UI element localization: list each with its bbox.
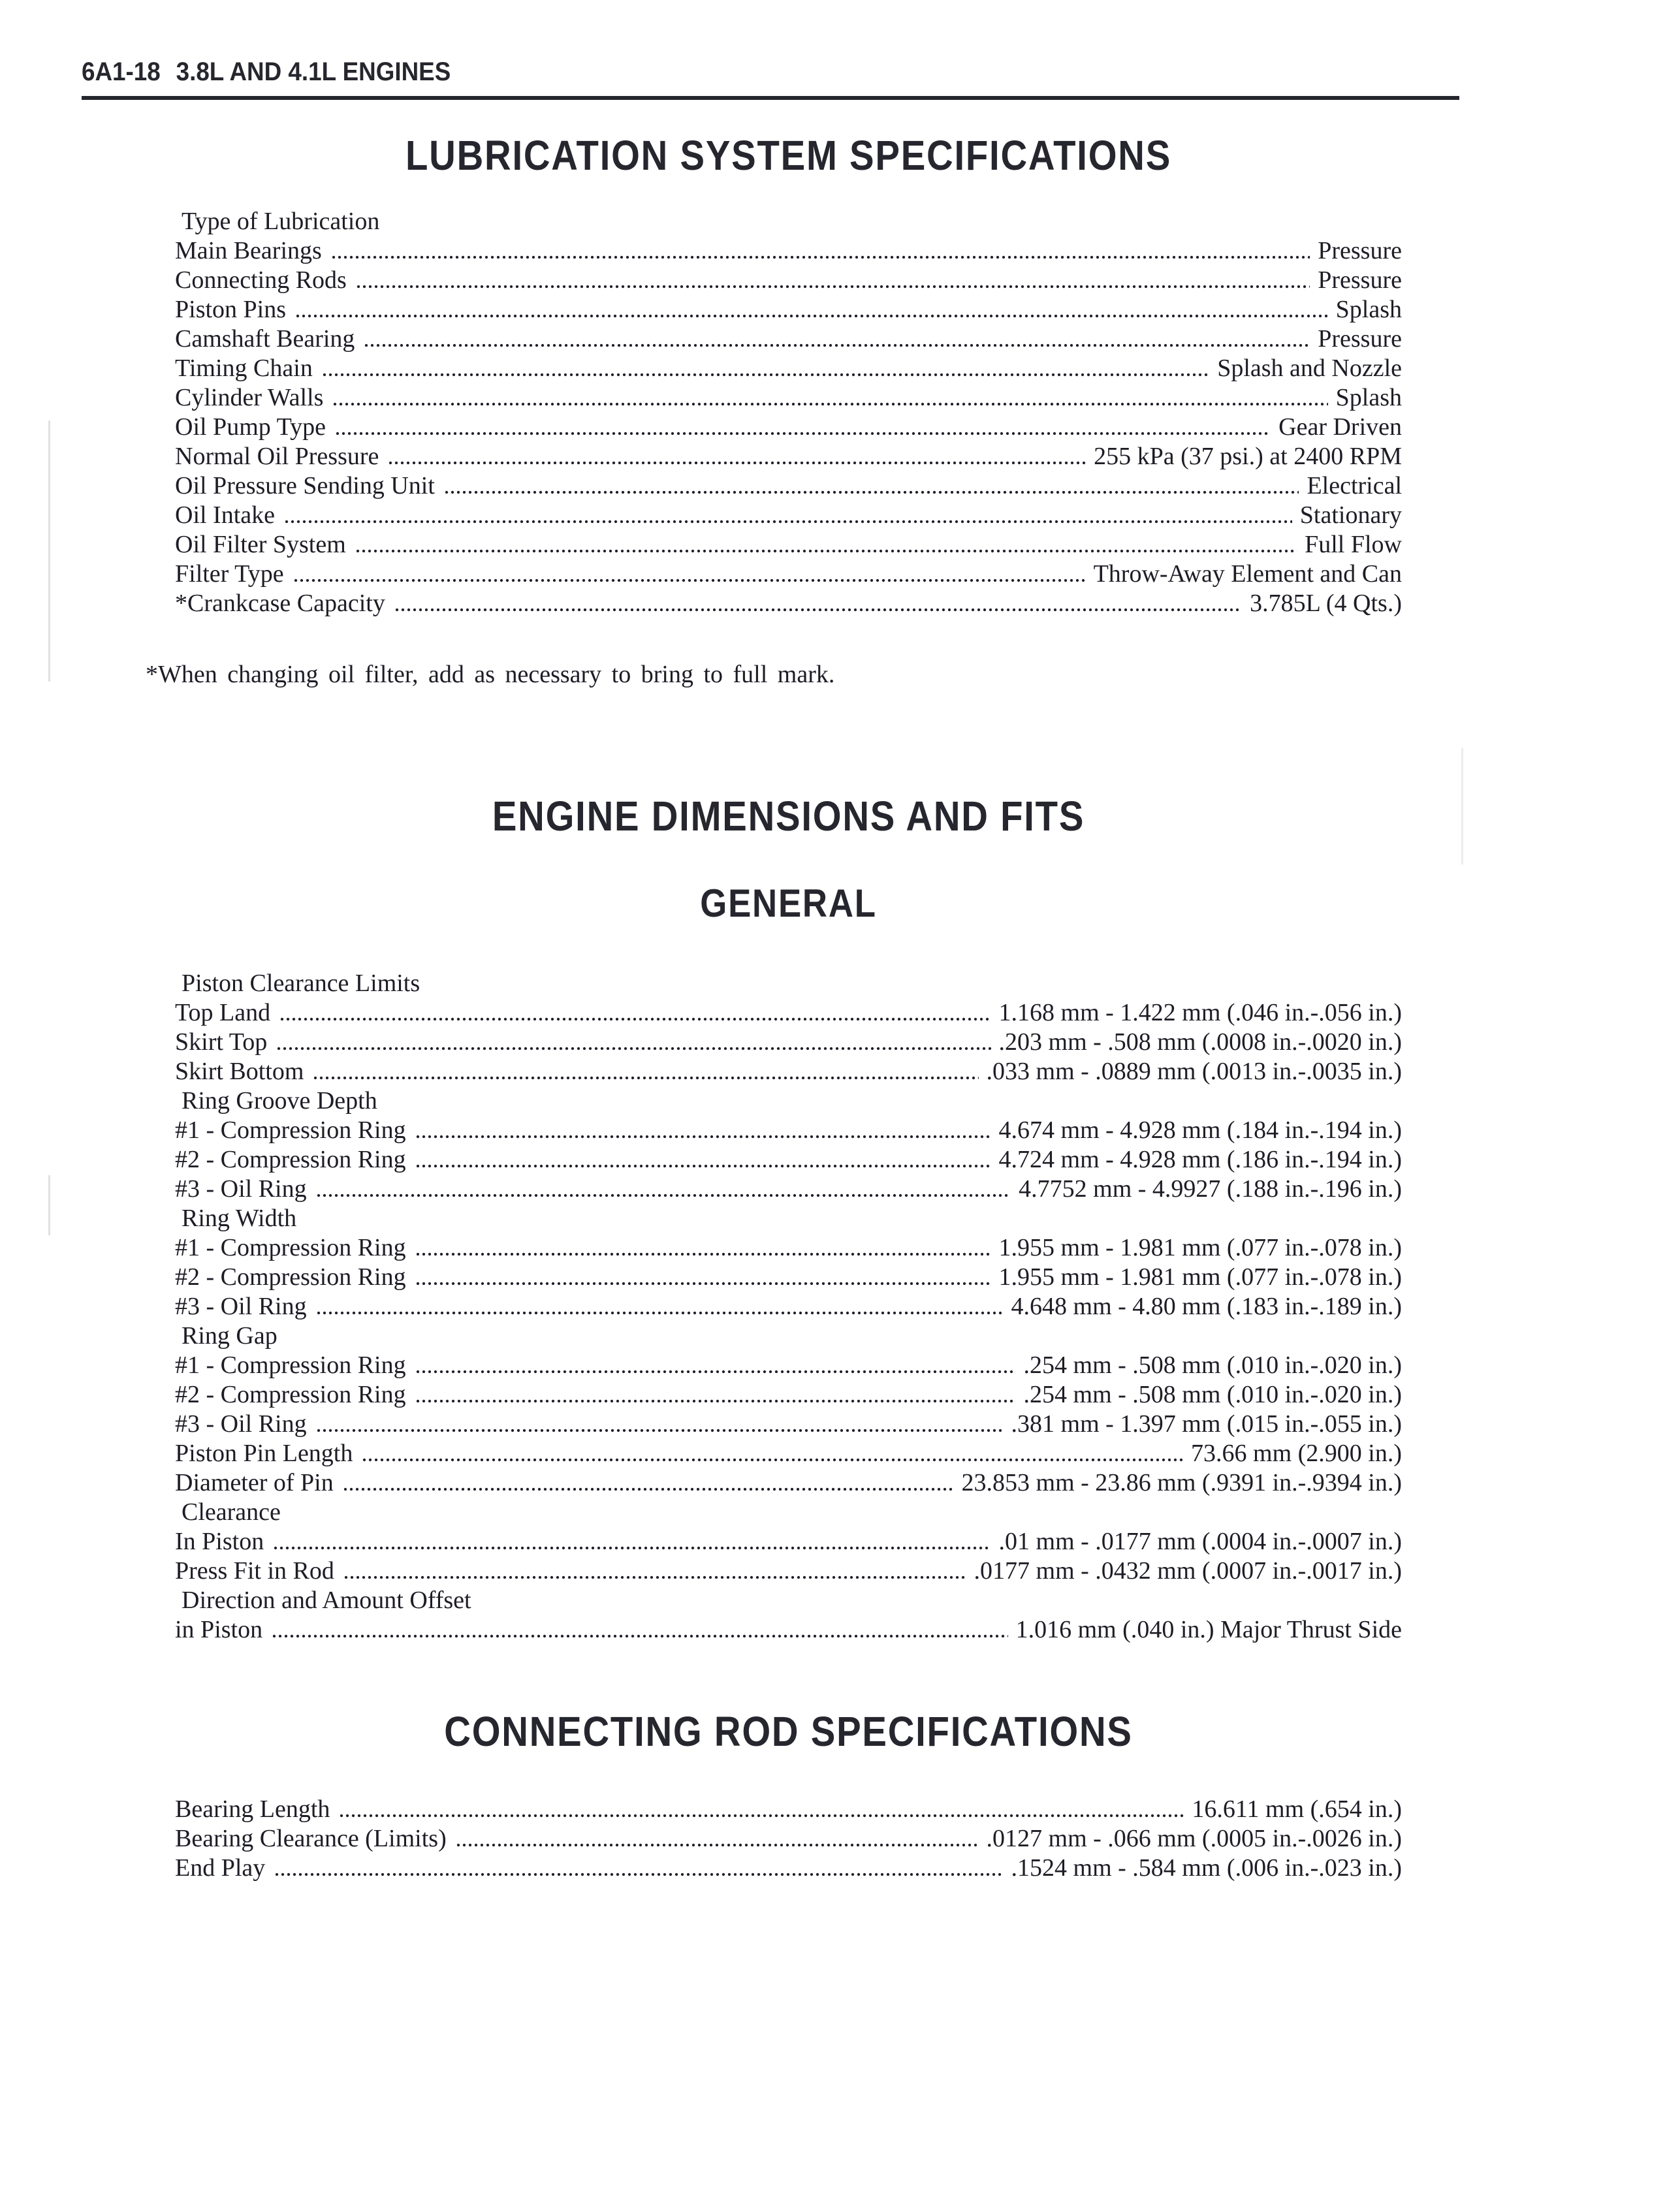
spec-row (175, 1439, 1402, 1468)
spec-row (175, 998, 1402, 1028)
spec-label: Diameter of Pin (175, 1469, 334, 1496)
spec-row (175, 530, 1402, 560)
spec-row (175, 501, 1402, 530)
dot-leader (415, 1163, 991, 1169)
spec-value: 3.785L (4 Qts.) (1250, 590, 1402, 617)
spec-label: Bearing Length (175, 1795, 330, 1823)
spec-row (175, 1204, 1402, 1233)
spec-label: in Piston (175, 1616, 263, 1643)
spec-value: .254 mm - .508 mm (.010 in.-.020 in.) (1023, 1381, 1402, 1408)
dot-leader (322, 371, 1209, 378)
spec-value: 4.7752 mm - 4.9927 (.188 in.-.196 in.) (1019, 1175, 1402, 1203)
spec-row (175, 969, 1402, 998)
dot-leader (279, 1016, 991, 1022)
spec-row (175, 1321, 1402, 1351)
spec-row (175, 383, 1402, 413)
spec-label: Bearing Clearance (Limits) (175, 1825, 447, 1852)
spec-value: .203 mm - .508 mm (.0008 in.-.0020 in.) (998, 1028, 1402, 1056)
spec-row (175, 1028, 1402, 1057)
spec-row (175, 1292, 1402, 1321)
page-number: 6A1-18 (82, 57, 161, 86)
footnote: *When changing oil filter, add as necessary to bring to full mark. (146, 661, 835, 688)
spec-value: .381 mm - 1.397 mm (.015 in.-.055 in.) (1011, 1410, 1402, 1438)
lubrication-spec-list (175, 207, 1402, 618)
spec-value: Pressure (1318, 266, 1402, 294)
spec-label: Oil Pressure Sending Unit (175, 472, 435, 499)
dot-leader (316, 1310, 1004, 1316)
spec-row (175, 413, 1402, 442)
spec-value: Splash (1335, 384, 1402, 411)
spec-row (175, 1498, 1402, 1527)
dot-leader (362, 1457, 1183, 1463)
spec-value: 4.648 mm - 4.80 mm (.183 in.-.189 in.) (1011, 1293, 1402, 1320)
dot-leader (415, 1133, 991, 1140)
spec-value: 4.674 mm - 4.928 mm (.184 in.-.194 in.) (998, 1116, 1402, 1144)
spec-label: Normal Oil Pressure (175, 443, 379, 470)
spec-value: 255 kPa (37 psi.) at 2400 RPM (1094, 443, 1402, 470)
spec-label: Piston Pins (175, 296, 287, 323)
spec-label: Oil Intake (175, 501, 276, 529)
spec-row (175, 295, 1402, 324)
dot-leader (415, 1251, 991, 1257)
spec-row (175, 442, 1402, 471)
spec-label: Skirt Top (175, 1028, 268, 1056)
dot-leader (332, 401, 1327, 407)
spec-row (175, 1527, 1402, 1556)
spec-row (175, 1380, 1402, 1410)
chapter-title: 3.8L AND 4.1L ENGINES (176, 57, 451, 86)
connecting-rod-spec-list (175, 1795, 1402, 1883)
spec-label: *Crankcase Capacity (175, 590, 385, 617)
spec-value: Full Flow (1305, 531, 1402, 558)
spec-row (175, 1795, 1402, 1824)
spec-label: #2 - Compression Ring (175, 1381, 406, 1408)
spec-label: Piston Clearance Limits (182, 970, 420, 997)
dot-leader (415, 1398, 1016, 1404)
scan-artifact-line (1461, 748, 1463, 864)
section-title-connecting-rod: CONNECTING ROD SPECIFICATIONS (444, 1708, 1133, 1755)
spec-label: Filter Type (175, 560, 284, 588)
spec-value: 23.853 mm - 23.86 mm (.9391 in.-.9394 in.) (961, 1469, 1402, 1496)
spec-value: 73.66 mm (2.900 in.) (1191, 1440, 1402, 1467)
spec-label: Clearance (182, 1498, 281, 1526)
spec-row (175, 207, 1402, 236)
dot-leader (339, 1812, 1184, 1819)
spec-value: 1.955 mm - 1.981 mm (.077 in.-.078 in.) (998, 1234, 1402, 1261)
spec-row (175, 471, 1402, 501)
dot-leader (364, 342, 1310, 349)
spec-value: 1.016 mm (.040 in.) Major Thrust Side (1015, 1616, 1402, 1643)
spec-row (175, 1086, 1402, 1116)
spec-label: Ring Groove Depth (182, 1087, 377, 1114)
spec-row (175, 1175, 1402, 1204)
dot-leader (415, 1368, 1016, 1375)
spec-label: Piston Pin Length (175, 1440, 353, 1467)
spec-label: #3 - Oil Ring (175, 1410, 307, 1438)
spec-label: #3 - Oil Ring (175, 1293, 307, 1320)
spec-label: End Play (175, 1854, 266, 1882)
spec-row (175, 1824, 1402, 1854)
dot-leader (284, 518, 1292, 525)
dot-leader (356, 283, 1310, 290)
spec-value: Splash and Nozzle (1217, 355, 1402, 382)
spec-label: #3 - Oil Ring (175, 1175, 307, 1203)
spec-row (175, 1854, 1402, 1883)
spec-row (175, 324, 1402, 354)
dot-leader (388, 460, 1086, 466)
dot-leader (415, 1280, 991, 1287)
spec-row (175, 1586, 1402, 1615)
spec-value: .254 mm - .508 mm (.010 in.-.020 in.) (1023, 1351, 1402, 1379)
spec-row (175, 1410, 1402, 1439)
spec-label: Ring Width (182, 1205, 297, 1232)
spec-label: #2 - Compression Ring (175, 1146, 406, 1173)
spec-value: Pressure (1318, 237, 1402, 264)
spec-label: In Piston (175, 1528, 264, 1555)
spec-value: Electrical (1307, 472, 1402, 499)
spec-value: 1.955 mm - 1.981 mm (.077 in.-.078 in.) (998, 1263, 1402, 1291)
spec-value: Splash (1335, 296, 1402, 323)
dot-leader (335, 430, 1271, 437)
spec-label: #1 - Compression Ring (175, 1351, 406, 1379)
dot-leader (273, 1545, 991, 1551)
spec-label: Oil Pump Type (175, 413, 326, 441)
spec-row (175, 266, 1402, 295)
spec-label: Oil Filter System (175, 531, 346, 558)
dot-leader (394, 607, 1242, 613)
scan-artifact-line (48, 420, 50, 682)
spec-row (175, 589, 1402, 618)
dot-leader (316, 1427, 1004, 1434)
scan-artifact-line (48, 1175, 50, 1235)
spec-label: Connecting Rods (175, 266, 347, 294)
spec-label: Direction and Amount Offset (182, 1587, 471, 1614)
spec-value: Throw-Away Element and Can (1093, 560, 1402, 588)
spec-label: #2 - Compression Ring (175, 1263, 406, 1291)
dot-leader (313, 1075, 978, 1081)
spec-value: Pressure (1318, 325, 1402, 353)
manual-page (0, 57, 1665, 2212)
dot-leader (295, 313, 1328, 319)
section-title-lubrication: LUBRICATION SYSTEM SPECIFICATIONS (405, 132, 1172, 179)
dot-leader (343, 1574, 966, 1581)
spec-value: 1.168 mm - 1.422 mm (.046 in.-.056 in.) (998, 999, 1402, 1026)
subsection-title-general: GENERAL (700, 881, 877, 925)
page-header (82, 57, 1349, 87)
spec-label: Type of Lubrication (182, 208, 380, 235)
dot-leader (274, 1871, 1003, 1878)
dot-leader (331, 254, 1310, 261)
spec-row (175, 560, 1402, 589)
dot-leader (316, 1192, 1011, 1199)
spec-row (175, 1057, 1402, 1086)
dot-leader (456, 1842, 979, 1848)
spec-label: Cylinder Walls (175, 384, 324, 411)
dot-leader (276, 1045, 991, 1052)
spec-row (175, 1263, 1402, 1292)
page-content (146, 131, 1402, 1883)
section-title-engine-dimensions: ENGINE DIMENSIONS AND FITS (492, 793, 1085, 840)
spec-value: .1524 mm - .584 mm (.006 in.-.023 in.) (1011, 1854, 1402, 1882)
spec-value: .0177 mm - .0432 mm (.0007 in.-.0017 in.) (974, 1557, 1402, 1585)
spec-label: Main Bearings (175, 237, 322, 264)
spec-row (175, 1116, 1402, 1145)
spec-row (175, 1615, 1402, 1645)
spec-label: Camshaft Bearing (175, 325, 355, 353)
dot-leader (444, 489, 1299, 496)
spec-value: Gear Driven (1278, 413, 1402, 441)
spec-value: 4.724 mm - 4.928 mm (.186 in.-.194 in.) (998, 1146, 1402, 1173)
spec-value: .01 mm - .0177 mm (.0004 in.-.0007 in.) (998, 1528, 1402, 1555)
dot-leader (343, 1486, 954, 1493)
spec-label: Press Fit in Rod (175, 1557, 334, 1585)
spec-value: .0127 mm - .066 mm (.0005 in.-.0026 in.) (986, 1825, 1402, 1852)
dot-leader (293, 577, 1086, 584)
spec-label: Skirt Bottom (175, 1058, 304, 1085)
spec-label: Timing Chain (175, 355, 313, 382)
spec-value: Stationary (1299, 501, 1402, 529)
spec-label: Top Land (175, 999, 271, 1026)
spec-row (175, 1468, 1402, 1498)
spec-row (175, 1233, 1402, 1263)
spec-value: .033 mm - .0889 mm (.0013 in.-.0035 in.) (986, 1058, 1402, 1085)
spec-label: Ring Gap (182, 1322, 278, 1350)
header-rule (82, 96, 1459, 100)
spec-label: #1 - Compression Ring (175, 1234, 406, 1261)
spec-row (175, 236, 1402, 266)
spec-row (175, 1351, 1402, 1380)
dot-leader (272, 1633, 1007, 1639)
spec-row (175, 354, 1402, 383)
spec-value: 16.611 mm (.654 in.) (1192, 1795, 1402, 1823)
spec-row (175, 1145, 1402, 1175)
dot-leader (355, 548, 1297, 554)
engine-dimensions-spec-list (175, 969, 1402, 1645)
spec-label: #1 - Compression Ring (175, 1116, 406, 1144)
spec-row (175, 1556, 1402, 1586)
